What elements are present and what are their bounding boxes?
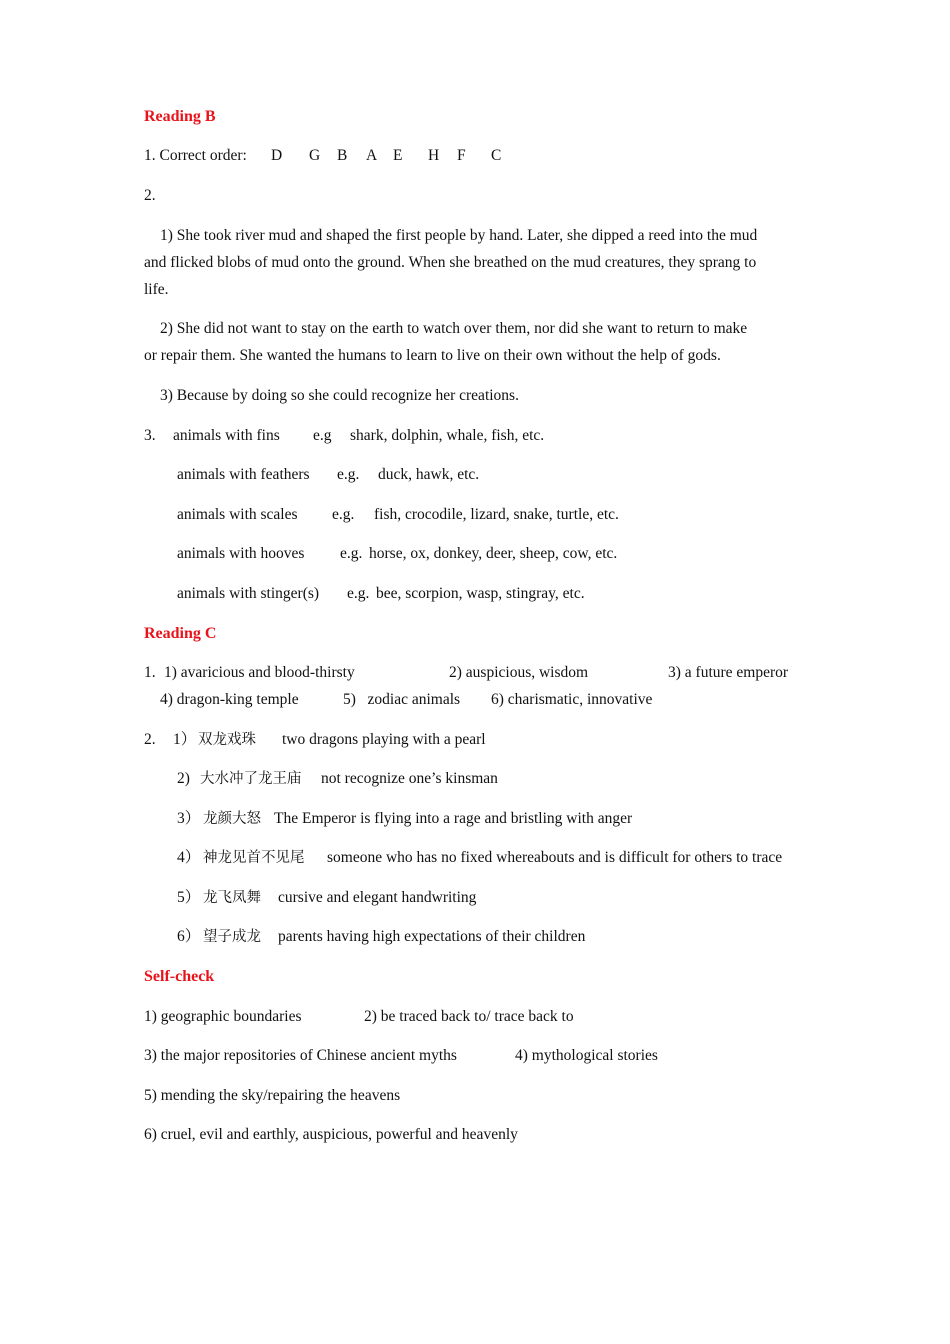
reading-b-q2-answer-2-line-1: 2) She did not want to stay on the earth to watch over them, nor did she want to return to make [160,320,748,337]
idiom-english: two dragons playing with a pearl [282,731,486,748]
animal-examples: duck, hawk, etc. [378,466,480,483]
idiom-chinese: 龙飞凤舞 [203,890,261,906]
reading-c-q1-label: 1. [144,664,156,681]
reading-b-q2-answer-2-line-2: or repair them. She wanted the humans to learn to live on their own without the help of gods. [144,347,721,364]
idiom-number: 4） [177,849,201,866]
animal-examples: fish, crocodile, lizard, snake, turtle, etc. [374,506,619,523]
reading-b-q2-answer-1-line-3: life. [144,281,169,298]
animal-category: animals with fins [173,427,280,444]
order-letter: B [337,147,348,164]
reading-c-q1-answer: 1) avaricious and blood-thirsty [164,664,355,681]
reading-b-heading: Reading B [144,108,216,125]
eg-label: e.g. [347,585,370,602]
reading-c-q1-answer: 5) zodiac animals [343,691,461,708]
idiom-english: The Emperor is flying into a rage and bristling with anger [274,810,633,827]
eg-label: e.g. [332,506,355,523]
idiom-chinese: 神龙见首不见尾 [203,850,305,866]
order-letter: A [366,147,378,164]
reading-b-q2-answer-1-line-2: and flicked blobs of mud onto the ground. When she breathed on the mud creatures, they sprang to [144,254,757,271]
reading-b-q2-answer-1-line-1: 1) She took river mud and shaped the first people by hand. Later, she dipped a reed into the mud [160,227,758,244]
order-letter: G [309,147,321,164]
idiom-chinese: 大水冲了龙王庙 [200,771,302,787]
animal-category: animals with scales [177,506,298,523]
idiom-number: 5） [177,889,201,906]
animal-examples: horse, ox, donkey, deer, sheep, cow, etc. [369,545,618,562]
idiom-english: cursive and elegant handwriting [278,889,477,906]
eg-label: e.g. [340,545,363,562]
order-letter: D [271,147,283,164]
self-check-answer: 5) mending the sky/repairing the heavens [144,1087,401,1104]
reading-c-heading: Reading C [144,625,217,642]
self-check-answer: 1) geographic boundaries [144,1008,302,1025]
order-letter: E [393,147,403,164]
idiom-english: parents having high expectations of their children [278,928,586,945]
animal-examples: shark, dolphin, whale, fish, etc. [350,427,545,444]
reading-c-q2-label: 2. [144,731,156,748]
reading-b-q2-label: 2. [144,187,156,204]
animal-category: animals with stinger(s) [177,585,320,602]
order-letter: H [428,147,440,164]
eg-label: e.g. [337,466,360,483]
self-check-answer: 2) be traced back to/ trace back to [364,1008,574,1025]
reading-b-q2-answer-3: 3) Because by doing so she could recognize her creations. [160,387,519,404]
idiom-number: 3） [177,810,201,827]
self-check-answer: 3) the major repositories of Chinese ancient myths [144,1047,457,1064]
idiom-chinese: 望子成龙 [203,929,261,945]
idiom-number: 1） [173,731,197,748]
idiom-number: 2) [177,770,194,787]
idiom-english: someone who has no fixed whereabouts and is difficult for others to trace [327,849,783,866]
self-check-answer: 4) mythological stories [515,1047,658,1064]
animal-category: animals with hooves [177,545,305,562]
self-check-heading: Self-check [144,968,215,985]
self-check-answer: 6) cruel, evil and earthly, auspicious, powerful and heavenly [144,1126,518,1143]
reading-b-q3-label: 3. [144,427,156,444]
eg-label: e.g [313,427,332,444]
reading-b-q1-label: 1. Correct order: [144,147,247,164]
reading-c-q1-answer: 2) auspicious, wisdom [449,664,589,681]
reading-c-q1-answer: 6) charismatic, innovative [491,691,653,708]
animal-examples: bee, scorpion, wasp, stingray, etc. [376,585,585,602]
idiom-chinese: 双龙戏珠 [198,732,256,748]
idiom-chinese: 龙颜大怒 [203,811,261,827]
reading-c-q1-answer: 4) dragon-king temple [160,691,299,708]
idiom-number: 6） [177,928,201,945]
order-letter: F [457,147,466,164]
order-letter: C [491,147,502,164]
idiom-english: not recognize one’s kinsman [321,770,498,787]
reading-c-q1-answer: 3) a future emperor [668,664,789,681]
animal-category: animals with feathers [177,466,310,483]
